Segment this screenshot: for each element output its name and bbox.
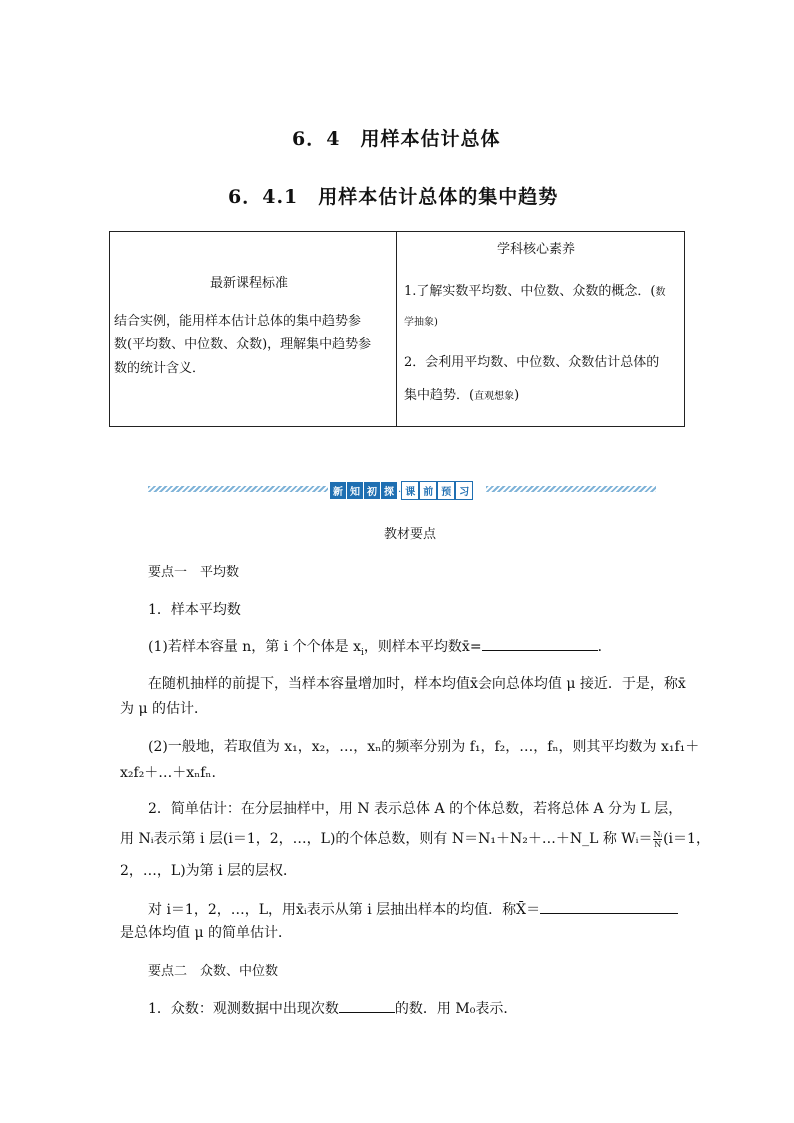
banner-tag: 知 [347, 482, 363, 499]
section-title: 6．4 用样本估计总体 [292, 128, 501, 150]
competency-tag-1b: 学抽象 [404, 317, 434, 328]
competency-item-2: 2．会利用平均数、中位数、众数估计总体的 [404, 355, 660, 370]
curriculum-line-1: 结合实例，能用样本估计总体的集中趋势参 [114, 314, 362, 329]
banner-tag-2: 习 [455, 481, 473, 500]
textbook-points-heading: 教材要点 [384, 527, 437, 542]
point-1-item-2-line-2 [120, 828, 710, 849]
item-2-line-2-end: (i＝1， [663, 831, 710, 847]
sample-mean-blank[interactable] [482, 636, 598, 651]
banner-tag: 初 [364, 482, 380, 499]
competency-header: 学科核心素养 [497, 242, 576, 257]
banner-tag: 新 [330, 482, 346, 499]
curriculum-line-2: 数(平均数、中位数、众数)，理解集中趋势参 [114, 337, 372, 352]
mode-text: 1．众数：观测数据中出现次数 [148, 1001, 339, 1017]
competency-item-1-cont [404, 313, 438, 328]
curriculum-header: 最新课程标准 [210, 276, 289, 291]
point-1-line-c2: x₂f₂＋…＋xₙfₙ. [120, 765, 216, 781]
competency-item-2-text: 集中趋势．( [404, 388, 475, 403]
banner-tag: 探 [381, 482, 397, 499]
subsection-title: 6．4.1 用样本估计总体的集中趋势 [228, 186, 559, 208]
banner-left-stripe [148, 486, 328, 492]
banner-tag-2: 前 [419, 481, 437, 500]
point-2-item-1 [148, 998, 517, 1018]
fraction-numerator: Nᵢ [653, 829, 663, 839]
layer-weight-fraction [653, 830, 662, 849]
point-1-item-1: 1．样本平均数 [148, 602, 241, 618]
competency-tag-2-end: ) [514, 388, 520, 403]
point-1-line-b1: 在随机抽样的前提下，当样本容量增加时，样本均值x̄会向总体均值 μ 接近．于是，称x̄ [148, 676, 686, 692]
point-1-line-c1: (2)一般地，若取值为 x₁，x₂，…，xₙ的频率分别为 f₁，f₂，…，fₙ，则其平均数为 x₁f₁＋ [148, 739, 700, 755]
fraction-denominator: N [654, 839, 662, 849]
stratified-mean-blank[interactable] [540, 899, 678, 914]
point-1-line-b2: 为 μ 的估计． [120, 701, 208, 717]
mode-text-end: 的数．用 M₀表示． [394, 1001, 518, 1017]
point-2-heading: 要点二 众数、中位数 [148, 964, 279, 979]
item-2-line-2-text: 用 Nᵢ表示第 i 层(i＝1，2，…，L)的个体总数，则有 N＝N₁＋N₂＋…＋N_L 称 Wᵢ＝ [120, 831, 653, 847]
line-a-text-2: ，则样本平均数x̄= [363, 639, 482, 655]
point-1-item-2-line-3: 2，…，L)为第 i 层的层权． [120, 863, 298, 879]
banner-sep: · [398, 487, 402, 498]
banner-tag-2: 课 [401, 481, 419, 500]
standards-table [109, 231, 685, 427]
competency-item-1 [404, 280, 665, 299]
point-1-line-a: (1)若样本容量 n，第 i 个个体是 $x_i$，则样本平均数x̄= ． [148, 636, 612, 658]
point-1-heading: 要点一 平均数 [148, 565, 240, 580]
competency-tag-1a: 数 [655, 287, 666, 298]
preview-banner [330, 480, 473, 500]
competency-tag-1-end: ) [434, 317, 438, 328]
point-1-item-2-line-1: 2．简单估计：在分层抽样中，用 N 表示总体 A 的个体总数，若将总体 A 分为 L 层， [148, 801, 683, 817]
competency-item-1-text: 1.了解实数平均数、中位数、众数的概念．( [404, 284, 656, 299]
mode-blank[interactable] [339, 998, 395, 1013]
point-1-item-2-line-4 [148, 899, 678, 919]
point-1-item-2-line-5: 是总体均值 μ 的简单估计． [120, 925, 292, 941]
banner-right-stripe [486, 486, 656, 492]
line-a-end: ． [597, 639, 612, 655]
curriculum-line-3: 数的统计含义． [114, 361, 206, 376]
curriculum-standard-cell [110, 232, 397, 427]
line-a-text: (1)若样本容量 n，第 i 个个体是 x [148, 639, 362, 655]
banner-tag-2: 预 [437, 481, 455, 500]
item-2-line-4-text: 对 i＝1，2，…，L，用x̄ᵢ表示从第 i 层抽出样本的均值．称X̄＝ [148, 902, 541, 918]
competency-tag-2: 直观想象 [474, 391, 515, 402]
core-competency-cell [397, 232, 685, 427]
competency-item-2-cont [404, 384, 519, 403]
